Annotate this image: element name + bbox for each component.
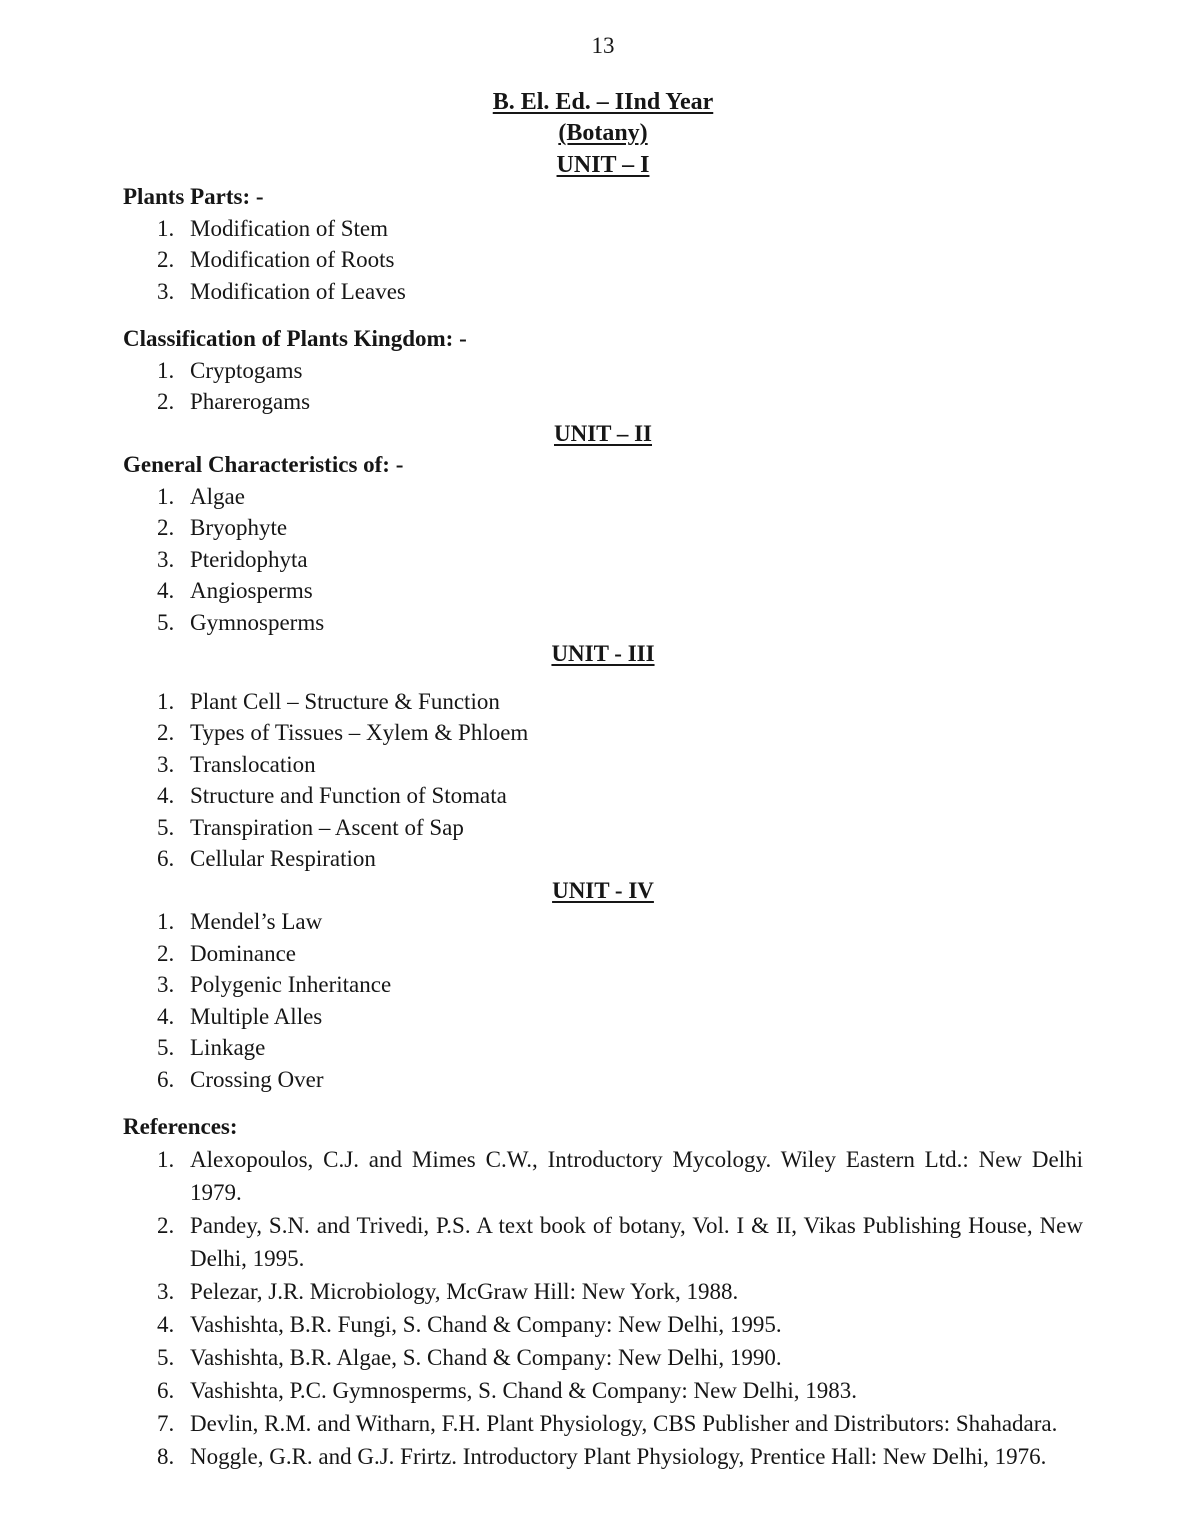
- section-heading-general-characteristics: General Characteristics of: -: [123, 452, 404, 477]
- list-item: Bryophyte: [190, 515, 288, 540]
- references-list: [123, 1143, 1083, 1473]
- list-item: Modification of Roots: [190, 247, 395, 272]
- list-item: Pharerogams: [190, 389, 311, 414]
- list-item: Cellular Respiration: [190, 846, 376, 871]
- reference-item: Alexopoulos, C.J. and Mimes C.W., Introductory Mycology. Wiley Eastern Ltd.: New Delhi 1979.: [190, 1146, 1083, 1205]
- general-characteristics-list: [123, 481, 1083, 639]
- reference-item: Vashishta, B.R. Fungi, S. Chand & Company: New Delhi, 1995.: [190, 1311, 782, 1337]
- unit-4-heading: UNIT - IV: [552, 877, 654, 903]
- unit-1-heading: UNIT – I: [556, 151, 650, 178]
- reference-item: Pandey, S.N. and Trivedi, P.S. A text book of botany, Vol. I & II, Vikas Publishing House, New Delhi, 1995.: [190, 1212, 1083, 1271]
- unit-2-heading: UNIT – II: [554, 420, 652, 446]
- unit-3-heading: UNIT - III: [551, 641, 655, 666]
- list-item: Dominance: [190, 940, 297, 966]
- list-item: Transpiration – Ascent of Sap: [190, 814, 464, 840]
- list-item: Modification of Stem: [190, 215, 389, 241]
- section-heading-plants-parts: Plants Parts: -: [123, 184, 264, 209]
- unit-2-heading-row: [123, 418, 1083, 450]
- list-item: Types of Tissues – Xylem & Phloem: [190, 720, 529, 745]
- reference-item: Vashishta, P.C. Gymnosperms, S. Chand & Company: New Delhi, 1983.: [190, 1377, 857, 1403]
- list-item: Cryptogams: [190, 357, 303, 383]
- section-heading-references: References:: [123, 1114, 238, 1139]
- reference-item: Noggle, G.R. and G.J. Frirtz. Introductory Plant Physiology, Prentice Hall: New Delhi, 1976.: [190, 1443, 1047, 1469]
- list-item: Multiple Alles: [190, 1003, 323, 1029]
- reference-item: Devlin, R.M. and Witharn, F.H. Plant Physiology, CBS Publisher and Distributors: Shahadara.: [190, 1410, 1058, 1436]
- unit-3-topics-list: [123, 686, 1083, 875]
- title-line: [123, 87, 1083, 119]
- classification-list: [123, 355, 1083, 418]
- plants-parts-list: [123, 213, 1083, 308]
- title-block: [123, 87, 1083, 182]
- doc-title: B. El. Ed. – IInd Year: [492, 88, 714, 115]
- title-line: [123, 150, 1083, 182]
- unit-4-heading-row: [123, 875, 1083, 907]
- unit-4-topics-list: [123, 906, 1083, 1095]
- title-line: [123, 118, 1083, 150]
- list-item: Linkage: [190, 1035, 266, 1060]
- page-number: 13: [591, 33, 615, 58]
- list-item: Crossing Over: [190, 1066, 324, 1092]
- list-item: Mendel’s Law: [190, 909, 323, 934]
- list-item: Gymnosperms: [190, 609, 325, 635]
- list-item: Modification of Leaves: [190, 278, 406, 304]
- list-item: Angiosperms: [190, 578, 313, 603]
- reference-item: Vashishta, B.R. Algae, S. Chand & Company: New Delhi, 1990.: [190, 1344, 782, 1370]
- unit-3-heading-row: [123, 638, 1083, 670]
- list-item: Pteridophyta: [190, 546, 308, 572]
- section-heading-classification: Classification of Plants Kingdom: -: [123, 326, 467, 351]
- doc-subtitle: (Botany): [558, 120, 648, 146]
- list-item: Structure and Function of Stomata: [190, 783, 507, 808]
- list-item: Plant Cell – Structure & Function: [190, 688, 500, 714]
- list-item: Polygenic Inheritance: [190, 972, 392, 997]
- reference-item: Pelezar, J.R. Microbiology, McGraw Hill: New York, 1988.: [190, 1278, 739, 1304]
- list-item: Algae: [190, 483, 245, 509]
- list-item: Translocation: [190, 751, 316, 777]
